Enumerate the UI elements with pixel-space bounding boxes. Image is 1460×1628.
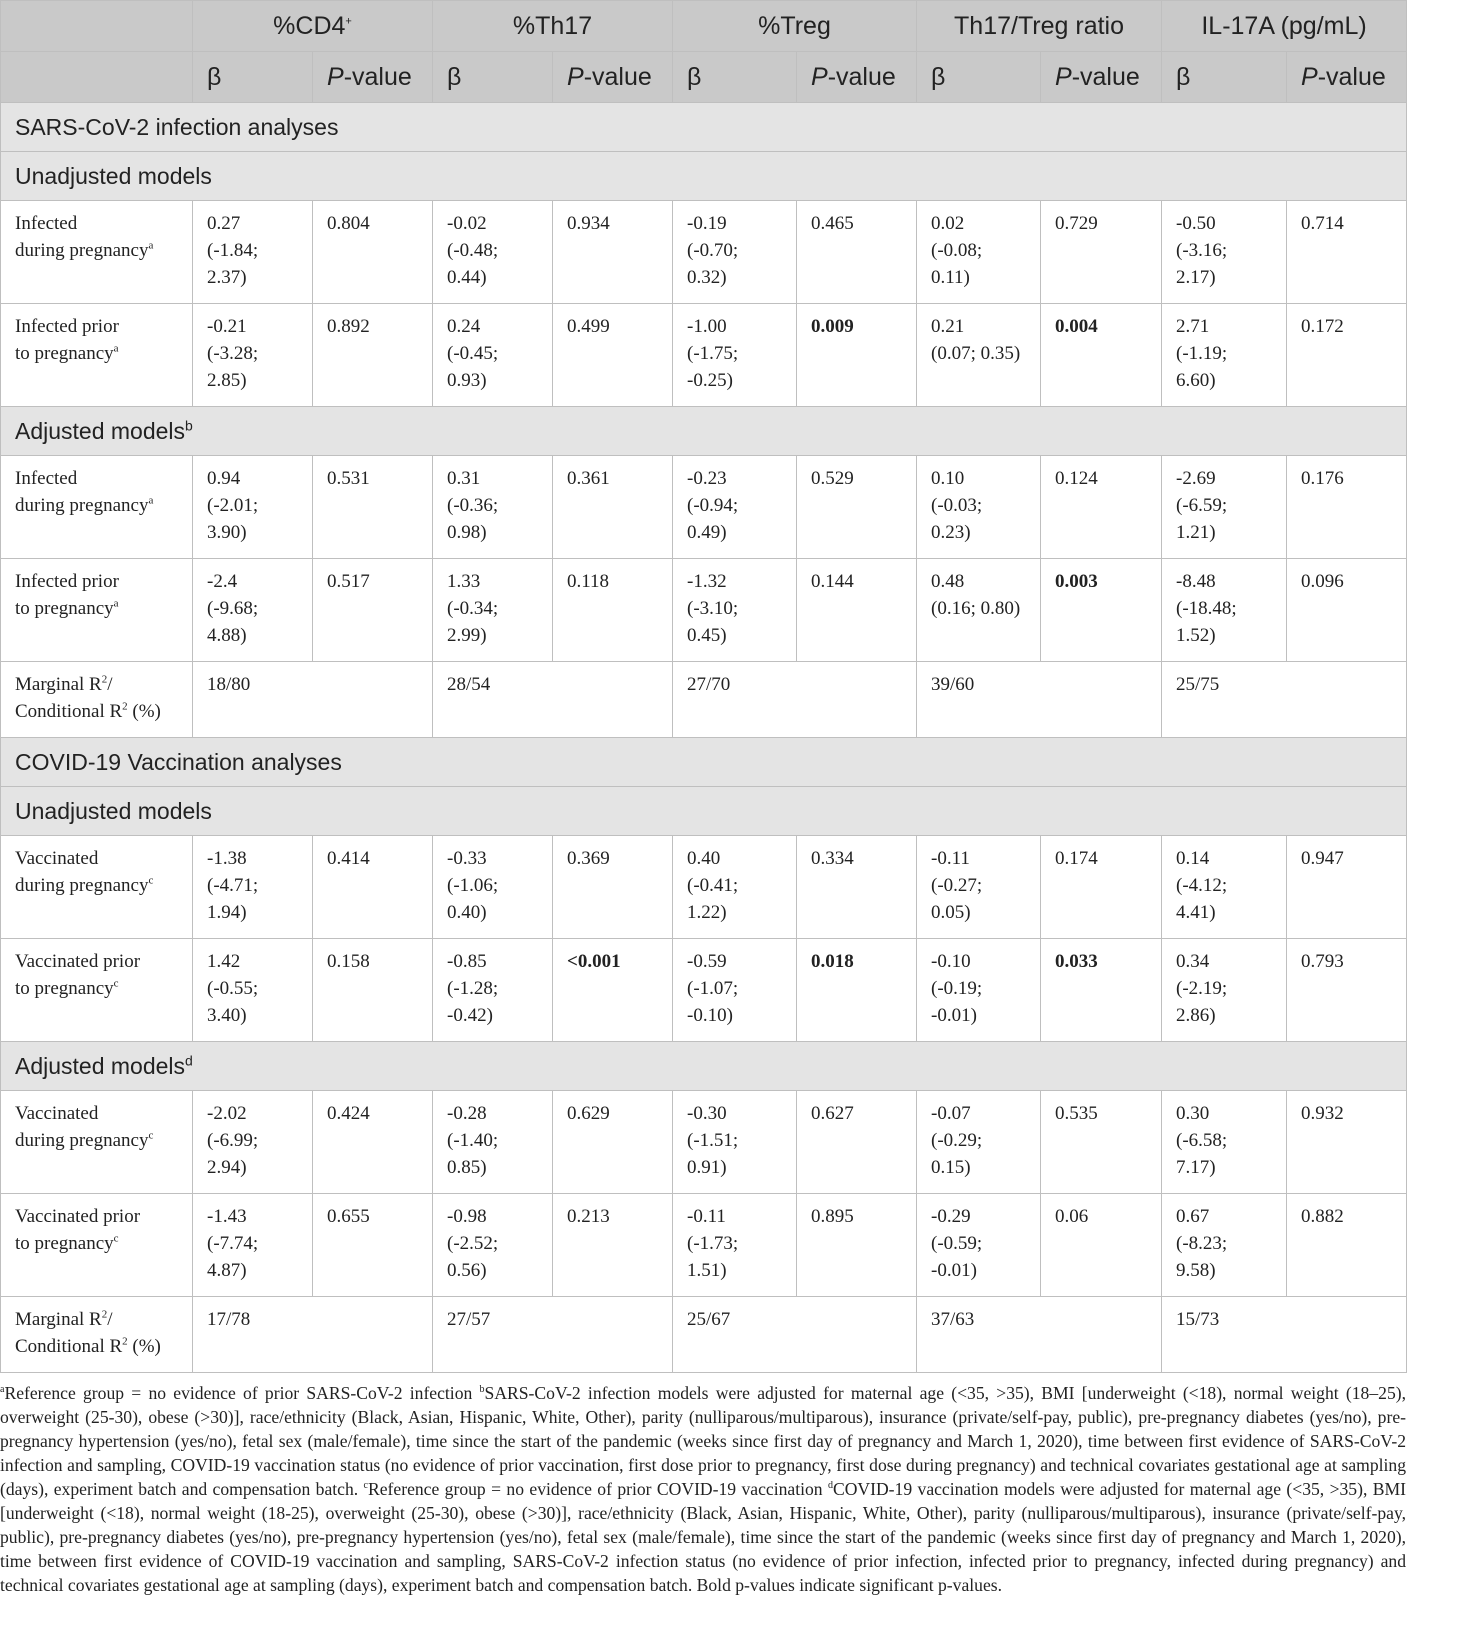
ci-upper: 0.44) <box>447 267 487 288</box>
pvalue-cell: 0.176 <box>1287 456 1407 559</box>
section-row <box>1 738 1407 787</box>
beta-estimate: 2.71 <box>1176 316 1210 337</box>
header-beta: β <box>193 52 313 103</box>
ci-upper: -0.25) <box>687 370 733 391</box>
pvalue-cell: 0.144 <box>797 559 917 662</box>
pvalue-cell: 0.932 <box>1287 1091 1407 1194</box>
pvalue-cell: 0.096 <box>1287 559 1407 662</box>
ci-upper: 0.32) <box>687 267 727 288</box>
row-label-line2: during pregnancy <box>15 240 149 261</box>
row-label-line2: to pregnancy <box>15 598 114 619</box>
ci-lower: (-4.12; <box>1176 875 1228 896</box>
row-label-line1: Infected prior <box>15 571 119 592</box>
ci-lower: (-3.10; <box>687 598 739 619</box>
beta-cell <box>193 201 313 304</box>
r2-value: 27/70 <box>673 662 917 738</box>
row-label-line2: to pregnancy <box>15 978 114 999</box>
header-beta: β <box>1162 52 1287 103</box>
r2-line2-end: (%) <box>127 1336 161 1357</box>
beta-cell <box>917 836 1041 939</box>
beta-cell <box>917 304 1041 407</box>
subsection-row <box>1 1042 1407 1091</box>
beta-estimate: -0.19 <box>687 213 727 234</box>
header-corner <box>1 1 193 52</box>
ci-lower: (-6.58; <box>1176 1130 1228 1151</box>
row-label-sup: a <box>148 494 154 507</box>
beta-cell <box>193 559 313 662</box>
r2-row <box>1 1297 1407 1373</box>
header-sub-row <box>1 52 1407 103</box>
ci-upper: 4.87) <box>207 1260 247 1281</box>
ci-upper: 0.98) <box>447 522 487 543</box>
beta-cell <box>193 836 313 939</box>
pvalue-cell: 0.124 <box>1041 456 1162 559</box>
beta-estimate: -0.28 <box>447 1103 487 1124</box>
r2-sup: 2 <box>101 1308 108 1321</box>
beta-estimate: -2.4 <box>207 571 238 592</box>
beta-estimate: 1.33 <box>447 571 481 592</box>
ci-lower: (-1.06; <box>447 875 499 896</box>
ci-upper: 3.90) <box>207 522 247 543</box>
r2-line1-end: / <box>107 674 113 695</box>
ci-upper: 4.41) <box>1176 902 1216 923</box>
r2-value: 25/75 <box>1162 662 1407 738</box>
header-th17: %Th17 <box>433 1 673 52</box>
ci-upper: 2.99) <box>447 625 487 646</box>
ci-lower: (-1.28; <box>447 978 499 999</box>
beta-cell <box>917 456 1041 559</box>
header-beta: β <box>433 52 553 103</box>
header-pvalue: P-value <box>1041 52 1162 103</box>
pvalue-cell: 0.529 <box>797 456 917 559</box>
r2-row <box>1 662 1407 738</box>
beta-estimate: -1.43 <box>207 1206 247 1227</box>
ci-lower: (-0.45; <box>447 343 499 364</box>
pvalue-cell: 0.804 <box>313 201 433 304</box>
ci-upper: 2.85) <box>207 370 247 391</box>
pvalue-cell: 0.517 <box>313 559 433 662</box>
beta-estimate: -0.85 <box>447 951 487 972</box>
r2-value: 25/67 <box>673 1297 917 1373</box>
ci-upper: 7.17) <box>1176 1157 1216 1178</box>
ci-upper: 2.17) <box>1176 267 1216 288</box>
pvalue-cell: 0.018 <box>797 939 917 1042</box>
row-label-sup: c <box>148 1129 154 1142</box>
beta-estimate: -2.02 <box>207 1103 247 1124</box>
beta-estimate: -0.59 <box>687 951 727 972</box>
row-label <box>1 836 193 939</box>
row-label <box>1 201 193 304</box>
section-title: COVID-19 Vaccination analyses <box>1 738 1407 787</box>
ci-lower: (-2.01; <box>207 495 259 516</box>
pvalue-cell: 0.009 <box>797 304 917 407</box>
ci-upper: -0.01) <box>931 1260 977 1281</box>
pvalue-cell: 0.531 <box>313 456 433 559</box>
row-label-sup: a <box>113 597 119 610</box>
ci-lower: (-0.41; <box>687 875 739 896</box>
ci-upper: 2.86) <box>1176 1005 1216 1026</box>
ci-lower: (-0.70; <box>687 240 739 261</box>
ci-lower: (-4.71; <box>207 875 259 896</box>
ci-upper: 1.94) <box>207 902 247 923</box>
r2-value: 27/57 <box>433 1297 673 1373</box>
ci-lower: (-1.19; <box>1176 343 1228 364</box>
ci-upper: 0.23) <box>931 522 971 543</box>
pvalue-cell: 0.892 <box>313 304 433 407</box>
r2-value: 17/78 <box>193 1297 433 1373</box>
row-label-sup: a <box>113 342 119 355</box>
pvalue-cell: 0.174 <box>1041 836 1162 939</box>
table-row <box>1 201 1407 304</box>
beta-estimate: -8.48 <box>1176 571 1216 592</box>
ci-upper: 1.21) <box>1176 522 1216 543</box>
beta-estimate: -0.10 <box>931 951 971 972</box>
beta-estimate: -0.11 <box>931 848 970 869</box>
pvalue-cell: 0.714 <box>1287 201 1407 304</box>
beta-cell <box>433 836 553 939</box>
r2-line1: Marginal R <box>15 674 102 695</box>
beta-estimate: 0.02 <box>931 213 965 234</box>
row-label-line2: during pregnancy <box>15 1130 149 1151</box>
row-label-line1: Vaccinated <box>15 848 99 869</box>
row-label <box>1 939 193 1042</box>
beta-estimate: -0.23 <box>687 468 727 489</box>
beta-cell <box>673 1091 797 1194</box>
beta-estimate: 0.30 <box>1176 1103 1210 1124</box>
ci-upper: 1.22) <box>687 902 727 923</box>
ci-upper: 0.15) <box>931 1157 971 1178</box>
pvalue-cell: 0.424 <box>313 1091 433 1194</box>
ci-upper: 0.45) <box>687 625 727 646</box>
pvalue-cell: 0.535 <box>1041 1091 1162 1194</box>
ci-upper: 0.56) <box>447 1260 487 1281</box>
pvalue-cell: 0.033 <box>1041 939 1162 1042</box>
beta-cell <box>1162 304 1287 407</box>
subsection-row <box>1 152 1407 201</box>
ci-lower: (-6.99; <box>207 1130 259 1151</box>
beta-cell <box>673 1194 797 1297</box>
header-pvalue: P-value <box>797 52 917 103</box>
ci-upper: -0.01) <box>931 1005 977 1026</box>
beta-estimate: -0.33 <box>447 848 487 869</box>
beta-cell <box>1162 456 1287 559</box>
r2-value: 37/63 <box>917 1297 1162 1373</box>
pvalue-cell: 0.334 <box>797 836 917 939</box>
r2-value: 39/60 <box>917 662 1162 738</box>
subsection-title: Unadjusted models <box>1 787 1407 836</box>
beta-cell <box>673 304 797 407</box>
ci-lower: (-3.16; <box>1176 240 1228 261</box>
pvalue-cell: 0.729 <box>1041 201 1162 304</box>
ci-upper: 3.40) <box>207 1005 247 1026</box>
subsection-title: Adjusted models$^b$ <box>1 407 1407 456</box>
row-label-line1: Infected <box>15 213 78 234</box>
pvalue-cell: 0.414 <box>313 836 433 939</box>
pvalue-cell: 0.934 <box>553 201 673 304</box>
subsection-row <box>1 407 1407 456</box>
beta-cell <box>193 456 313 559</box>
beta-estimate: -0.11 <box>687 1206 726 1227</box>
r2-line2-end: (%) <box>127 701 161 722</box>
pvalue-cell: 0.06 <box>1041 1194 1162 1297</box>
r2-value: 15/73 <box>1162 1297 1407 1373</box>
beta-cell <box>1162 836 1287 939</box>
r2-sup: 2 <box>101 673 108 686</box>
header-treg: %Treg <box>673 1 917 52</box>
beta-cell <box>673 559 797 662</box>
beta-estimate: -0.02 <box>447 213 487 234</box>
row-label-line1: Vaccinated prior <box>15 1206 141 1227</box>
ci-lower: (-2.52; <box>447 1233 499 1254</box>
beta-estimate: 0.40 <box>687 848 721 869</box>
row-label-line2: during pregnancy <box>15 495 149 516</box>
pvalue-cell: 0.627 <box>797 1091 917 1194</box>
r2-label <box>1 1297 193 1373</box>
ci-lower: (-0.29; <box>931 1130 983 1151</box>
row-label-sup: c <box>148 874 154 887</box>
ci-lower: (-1.51; <box>687 1130 739 1151</box>
beta-estimate: 0.48 <box>931 571 965 592</box>
header-beta: β <box>673 52 797 103</box>
ci-upper: 6.60) <box>1176 370 1216 391</box>
ci-lower: (-3.28; <box>207 343 259 364</box>
ci-upper: 0.05) <box>931 902 971 923</box>
ci-lower: (-0.27; <box>931 875 983 896</box>
subsection-title: Adjusted models$^d$ <box>1 1042 1407 1091</box>
header-beta: β <box>917 52 1041 103</box>
beta-cell <box>433 456 553 559</box>
beta-cell <box>193 939 313 1042</box>
header-il17a: IL-17A (pg/mL) <box>1162 1 1407 52</box>
pvalue-cell: 0.158 <box>313 939 433 1042</box>
r2-line1: Marginal R <box>15 1309 102 1330</box>
table-row <box>1 939 1407 1042</box>
pvalue-cell: 0.003 <box>1041 559 1162 662</box>
ci-upper: 9.58) <box>1176 1260 1216 1281</box>
r2-line1-end: / <box>107 1309 113 1330</box>
table-row <box>1 304 1407 407</box>
ci-upper: 0.85) <box>447 1157 487 1178</box>
beta-cell <box>673 836 797 939</box>
beta-cell <box>193 1194 313 1297</box>
header-sub-corner <box>1 52 193 103</box>
row-label-sup: c <box>113 977 119 990</box>
ci-lower: (-0.59; <box>931 1233 983 1254</box>
row-label <box>1 456 193 559</box>
beta-cell <box>193 1091 313 1194</box>
ci-lower: (-8.23; <box>1176 1233 1228 1254</box>
beta-cell <box>433 559 553 662</box>
beta-estimate: -2.69 <box>1176 468 1216 489</box>
ci-upper: 2.94) <box>207 1157 247 1178</box>
ci-lower: (0.07; 0.35) <box>931 343 1021 364</box>
ci-upper: 4.88) <box>207 625 247 646</box>
ci-lower: (-0.34; <box>447 598 499 619</box>
ci-upper: -0.42) <box>447 1005 493 1026</box>
beta-cell <box>193 304 313 407</box>
beta-estimate: -0.50 <box>1176 213 1216 234</box>
row-label <box>1 304 193 407</box>
r2-line2: Conditional R <box>15 701 123 722</box>
ci-lower: (-1.73; <box>687 1233 739 1254</box>
ci-lower: (-0.55; <box>207 978 259 999</box>
beta-cell <box>917 201 1041 304</box>
r2-value: 28/54 <box>433 662 673 738</box>
row-label-sup: c <box>113 1232 119 1245</box>
beta-estimate: 0.24 <box>447 316 481 337</box>
ci-lower: (0.16; 0.80) <box>931 598 1021 619</box>
header-cd4: %CD4+ <box>193 1 433 52</box>
pvalue-cell: 0.629 <box>553 1091 673 1194</box>
header-ratio: Th17/Treg ratio <box>917 1 1162 52</box>
beta-estimate: -0.07 <box>931 1103 971 1124</box>
beta-cell <box>673 201 797 304</box>
row-label-line1: Vaccinated prior <box>15 951 141 972</box>
pvalue-cell: 0.947 <box>1287 836 1407 939</box>
pvalue-cell: 0.465 <box>797 201 917 304</box>
ci-lower: (-18.48; <box>1176 598 1237 619</box>
ci-upper: 2.37) <box>207 267 247 288</box>
ci-upper: -0.10) <box>687 1005 733 1026</box>
beta-estimate: 1.42 <box>207 951 241 972</box>
ci-lower: (-6.59; <box>1176 495 1228 516</box>
ci-lower: (-0.48; <box>447 240 499 261</box>
pvalue-cell: 0.793 <box>1287 939 1407 1042</box>
pvalue-cell: 0.118 <box>553 559 673 662</box>
pvalue-cell: 0.499 <box>553 304 673 407</box>
ci-lower: (-1.40; <box>447 1130 499 1151</box>
pvalue-cell: 0.655 <box>313 1194 433 1297</box>
beta-estimate: 0.67 <box>1176 1206 1210 1227</box>
row-label-line1: Infected <box>15 468 78 489</box>
subsection-row <box>1 787 1407 836</box>
row-label <box>1 1194 193 1297</box>
section-title: SARS-CoV-2 infection analyses <box>1 103 1407 152</box>
subsection-title: Unadjusted models <box>1 152 1407 201</box>
pvalue-cell: 0.172 <box>1287 304 1407 407</box>
ci-lower: (-0.94; <box>687 495 739 516</box>
beta-cell <box>1162 1091 1287 1194</box>
footnote: $^a$Reference group = no evidence of prior SARS-CoV-2 infection $^b$SARS-CoV-2 infection models were adjusted for maternal age (<35, >35), BMI [underweight (<18), normal weight (18–25), overweight (25-30), obese (>30)], race/ethnicity (Black, Asian, Hispanic, White, Other), parity (nulliparous/multiparous), insurance (private/self-pay, public), pre-pregnancy diabetes (yes/no), pre-pregnancy hypertension (yes/no), fetal sex (male/female), time since the start of the pandemic (weeks since first day of pregnancy and March 1, 2020), time between first evidence of SARS-CoV-2 infection and sampling, COVID-19 vaccination status (no evidence of prior vaccination, first dose prior to pregnancy, first dose during pregnancy) and technical covariates gestational age at sampling (days), experiment batch and compensation batch. $^c$Reference group = no evidence of prior COVID-19 vaccination $^d$COVID-19 vaccination models were adjusted for maternal age (<35, >35), BMI [underweight (<18), normal weight (18-25), overweight (25-30), obese (>30)], race/ethnicity (Black, Asian, Hispanic, White, Other), parity (nulliparous/multiparous), insurance (private/self-pay, public), pre-pregnancy diabetes (yes/no), pre-pregnancy hypertension (yes/no), fetal sex (male/female), time since the start of the pandemic (weeks since first day of pregnancy and March 1, 2020), time between first evidence of COVID-19 vaccination and sampling, SARS-CoV-2 infection status (no evidence of prior infection, infected prior to pregnancy, infected during pregnancy) and technical covariates gestational age at sampling (days), experiment batch and compensation batch. Bold p-values indicate significant p-values. <box>0 1383 1406 1595</box>
ci-lower: (-1.75; <box>687 343 739 364</box>
table-row <box>1 1091 1407 1194</box>
r2-line2: Conditional R <box>15 1336 123 1357</box>
row-label <box>1 1091 193 1194</box>
pvalue-cell: 0.213 <box>553 1194 673 1297</box>
r2-sup: 2 <box>122 1335 128 1348</box>
beta-cell <box>433 1194 553 1297</box>
beta-estimate: -0.30 <box>687 1103 727 1124</box>
beta-estimate: -1.00 <box>687 316 727 337</box>
row-label <box>1 559 193 662</box>
beta-cell <box>1162 201 1287 304</box>
ci-lower: (-1.84; <box>207 240 259 261</box>
beta-cell <box>917 1194 1041 1297</box>
pvalue-cell: 0.361 <box>553 456 673 559</box>
ci-lower: (-1.07; <box>687 978 739 999</box>
header-pvalue: P-value <box>1287 52 1407 103</box>
header-pvalue: P-value <box>553 52 673 103</box>
beta-cell <box>433 1091 553 1194</box>
row-label-sup: a <box>148 239 154 252</box>
ci-upper: 0.49) <box>687 522 727 543</box>
header-pvalue: P-value <box>313 52 433 103</box>
r2-label <box>1 662 193 738</box>
row-label-line1: Vaccinated <box>15 1103 99 1124</box>
row-label-line2: to pregnancy <box>15 1233 114 1254</box>
beta-estimate: 0.34 <box>1176 951 1210 972</box>
beta-cell <box>1162 1194 1287 1297</box>
ci-upper: 1.51) <box>687 1260 727 1281</box>
ci-lower: (-0.08; <box>931 240 983 261</box>
beta-cell <box>917 1091 1041 1194</box>
ci-lower: (-2.19; <box>1176 978 1228 999</box>
ci-lower: (-7.74; <box>207 1233 259 1254</box>
beta-cell <box>917 559 1041 662</box>
ci-lower: (-0.03; <box>931 495 983 516</box>
row-label-line2: to pregnancy <box>15 343 114 364</box>
ci-lower: (-9.68; <box>207 598 259 619</box>
beta-estimate: 0.14 <box>1176 848 1210 869</box>
beta-estimate: 0.21 <box>931 316 965 337</box>
pvalue-cell: <0.001 <box>553 939 673 1042</box>
pvalue-cell: 0.882 <box>1287 1194 1407 1297</box>
beta-estimate: -1.32 <box>687 571 727 592</box>
beta-estimate: -0.21 <box>207 316 247 337</box>
beta-estimate: 0.94 <box>207 468 241 489</box>
pvalue-cell: 0.895 <box>797 1194 917 1297</box>
r2-sup: 2 <box>122 700 128 713</box>
pvalue-cell: 0.369 <box>553 836 673 939</box>
beta-cell <box>673 939 797 1042</box>
ci-lower: (-0.19; <box>931 978 983 999</box>
ci-upper: 0.11) <box>931 267 970 288</box>
beta-cell <box>433 304 553 407</box>
table-row <box>1 836 1407 939</box>
r2-value: 18/80 <box>193 662 433 738</box>
beta-cell <box>433 201 553 304</box>
table-row <box>1 559 1407 662</box>
ci-upper: 1.52) <box>1176 625 1216 646</box>
ci-upper: 0.93) <box>447 370 487 391</box>
beta-cell <box>917 939 1041 1042</box>
beta-cell <box>673 456 797 559</box>
ci-upper: 0.91) <box>687 1157 727 1178</box>
ci-upper: 0.40) <box>447 902 487 923</box>
header-group-row <box>1 1 1407 52</box>
beta-estimate: 0.31 <box>447 468 481 489</box>
ci-lower: (-0.36; <box>447 495 499 516</box>
table-row <box>1 456 1407 559</box>
row-label-line1: Infected prior <box>15 316 119 337</box>
beta-cell <box>1162 939 1287 1042</box>
beta-estimate: -1.38 <box>207 848 247 869</box>
beta-estimate: 0.27 <box>207 213 241 234</box>
beta-cell <box>1162 559 1287 662</box>
table-body <box>1 103 1407 1373</box>
beta-estimate: -0.29 <box>931 1206 971 1227</box>
section-row <box>1 103 1407 152</box>
beta-estimate: -0.98 <box>447 1206 487 1227</box>
beta-cell <box>433 939 553 1042</box>
beta-estimate: 0.10 <box>931 468 965 489</box>
row-label-line2: during pregnancy <box>15 875 149 896</box>
table-row <box>1 1194 1407 1297</box>
pvalue-cell: 0.004 <box>1041 304 1162 407</box>
